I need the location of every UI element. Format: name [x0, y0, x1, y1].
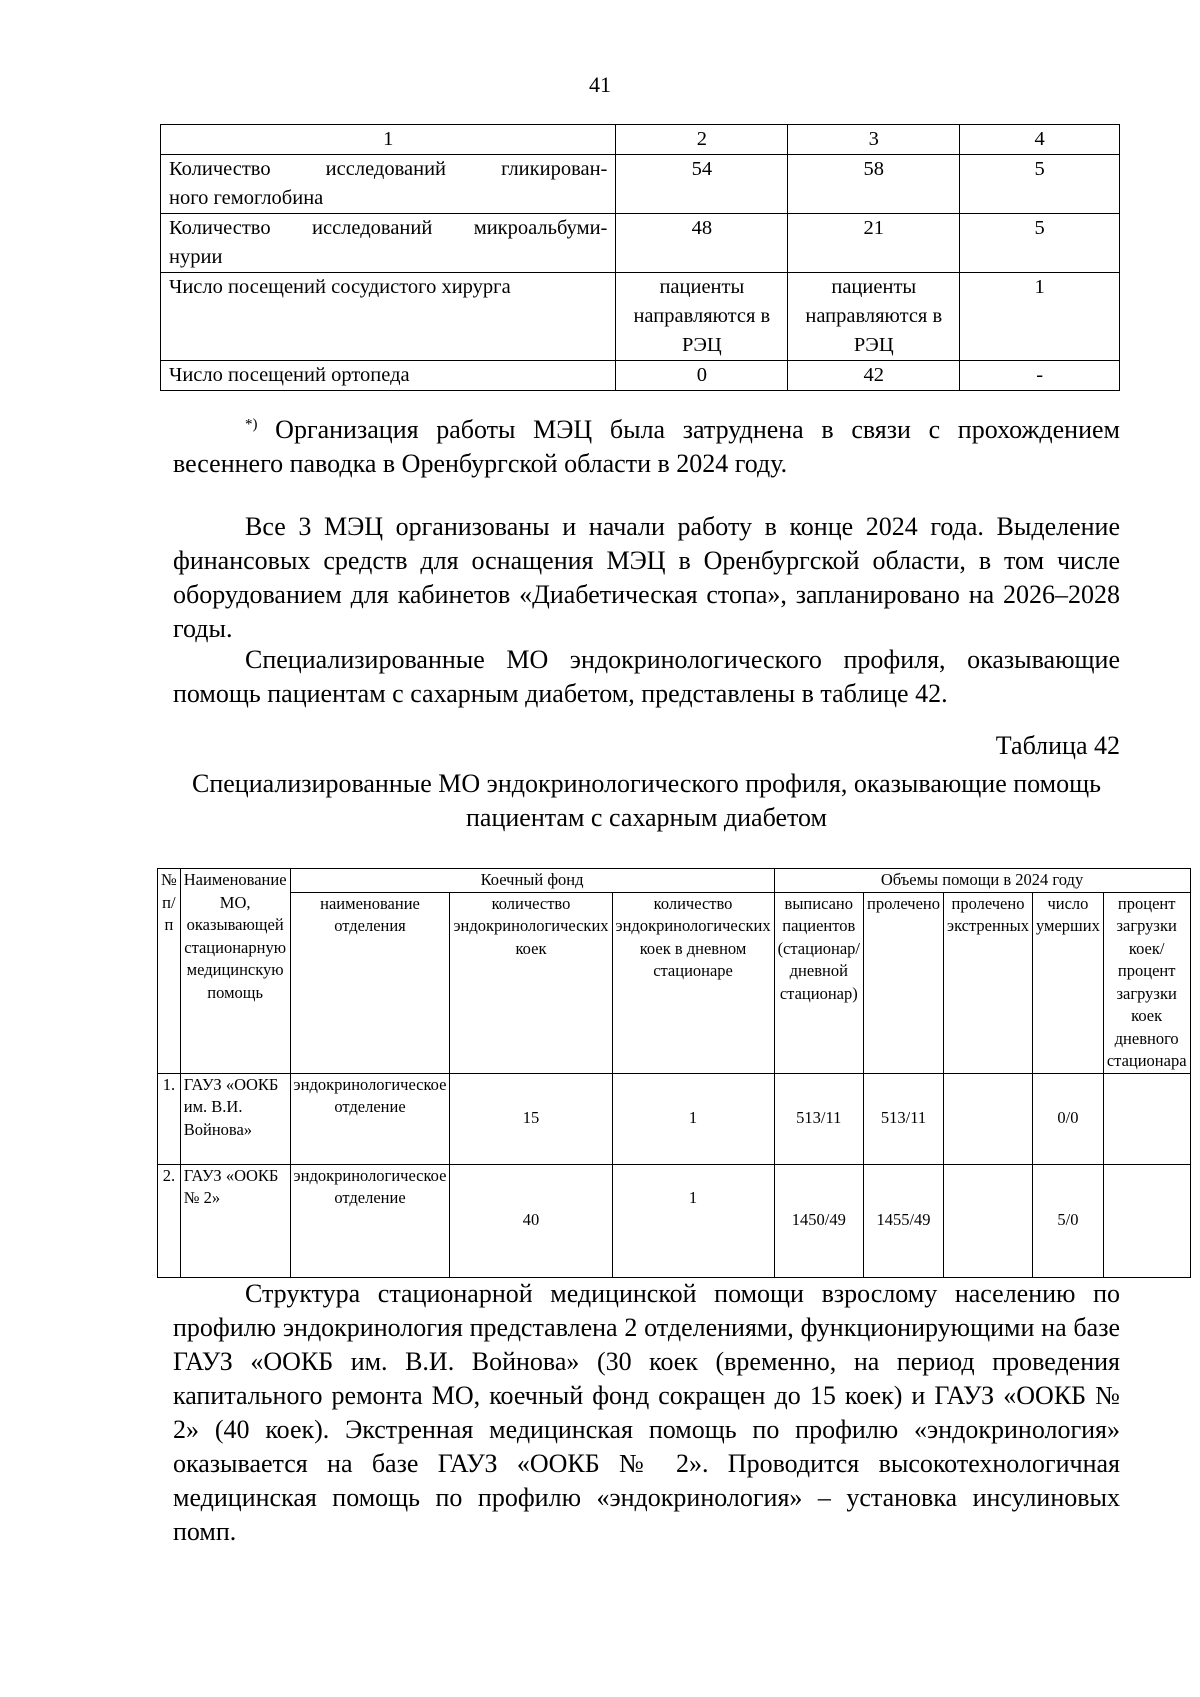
header-number: № п/п: [158, 869, 181, 1074]
header-day-hospital-beds: количество эндокринологических коек в дневном стационаре: [612, 892, 774, 1073]
footnote: [173, 413, 1120, 481]
indicators-table: [160, 124, 1120, 391]
header-discharged: выписано пациентов (стационар/дневной стационар): [774, 892, 863, 1073]
cell-value: 21: [788, 214, 960, 273]
emergency-treated: [943, 1164, 1032, 1277]
table-header-row: [161, 125, 1120, 155]
table-row: [161, 155, 1120, 214]
cell-value: пациенты направляются в РЭЦ: [616, 273, 788, 361]
table-label: Таблица 42: [995, 731, 1120, 760]
treated: 1455/49: [864, 1164, 944, 1277]
paragraph-3: Структура стационарной медицинской помощи взрослому населению по профилю эндокринология представлена 2 отделениями, функционирующими на базе ГАУЗ «ООКБ им. В.И. Войнова» (30 коек (временно, на период проведения капитального ремонта МО, коечный фонд сокращен до 15 коек) и ГАУЗ «ООКБ № 2» (40 коек). Экстренная медицинская помощь по профилю «эндокринология» оказывается на базе ГАУЗ «ООКБ № 2». Проводится высокотехнологичная медицинская помощь по профилю «эндокринология» – установка инсулиновых помп.: [173, 1279, 1120, 1546]
endocrinology-facilities-table: [157, 868, 1191, 1278]
row-label: Число посещений сосудистого хирурга: [161, 273, 616, 361]
bed-load: [1103, 1164, 1190, 1277]
paragraph-2: Специализированные МО эндокринологического профиля, оказывающие помощь пациентам с сахарным диабетом, представлены в таблице 42.: [173, 645, 1120, 708]
row-label: [161, 214, 616, 273]
table-row: [158, 1164, 1191, 1277]
column-number-1: 1: [161, 125, 616, 155]
table-row: [161, 361, 1120, 391]
discharged: 513/11: [774, 1073, 863, 1164]
organization-name: ГАУЗ «ООКБ № 2»: [180, 1164, 290, 1277]
treated: 513/11: [864, 1073, 944, 1164]
emergency-treated: [943, 1073, 1032, 1164]
row-label-line-2: нурии: [169, 246, 223, 268]
row-label-line-1: Количество исследований гликирован-: [169, 158, 608, 180]
endocrine-beds: 40: [450, 1164, 612, 1277]
table-row: [158, 1073, 1191, 1164]
cell-value: 1: [960, 273, 1120, 361]
column-number-4: 4: [960, 125, 1120, 155]
deaths: 5/0: [1032, 1164, 1103, 1277]
footnote-text: Организация работы МЭЦ была затруднена в связи с прохождением весеннего паводка в Оренбургской области в 2024 году.: [173, 415, 1120, 478]
header-endocrine-beds: количество эндокринологических коек: [450, 892, 612, 1073]
discharged: 1450/49: [774, 1164, 863, 1277]
footnote-marker: *): [245, 416, 258, 433]
cell-value: 58: [788, 155, 960, 214]
table-title: Специализированные МО эндокринологического профиля, оказывающие помощь пациентам с сахарным диабетом: [191, 769, 1102, 832]
header-bed-load: процент загрузки коек/ процент загрузки коек дневного стационара: [1103, 892, 1190, 1073]
header-department-name: наименование отделения: [290, 892, 450, 1073]
cell-value: 5: [960, 155, 1120, 214]
table-header-row: [158, 869, 1191, 893]
table-row: [161, 214, 1120, 273]
deaths: 0/0: [1032, 1073, 1103, 1164]
table-row: [161, 273, 1120, 361]
cell-value: 54: [616, 155, 788, 214]
day-hospital-beds: 1: [612, 1164, 774, 1277]
column-number-2: 2: [616, 125, 788, 155]
department-name: эндокринологическое отделение: [290, 1164, 450, 1277]
header-emergency-treated: пролечено экстренных: [943, 892, 1032, 1073]
header-deaths: число умерших: [1032, 892, 1103, 1073]
cell-value: 0: [616, 361, 788, 391]
header-treated: пролечено: [864, 892, 944, 1073]
cell-value: -: [960, 361, 1120, 391]
header-organization-name: Наименование МО, оказывающей стационарную медицинскую помощь: [180, 869, 290, 1074]
column-number-3: 3: [788, 125, 960, 155]
row-label: [161, 155, 616, 214]
department-name: эндокринологическое отделение: [290, 1073, 450, 1164]
cell-value: пациенты направляются в РЭЦ: [788, 273, 960, 361]
row-label-line-1: Количество исследований микроальбуми-: [169, 217, 608, 239]
cell-value: 42: [788, 361, 960, 391]
row-number: 2.: [158, 1164, 181, 1277]
table-subheader-row: [158, 892, 1191, 1073]
header-care-volume: Объемы помощи в 2024 году: [774, 869, 1190, 893]
cell-value: 48: [616, 214, 788, 273]
row-number: 1.: [158, 1073, 181, 1164]
endocrine-beds: 15: [450, 1073, 612, 1164]
page-number: 41: [589, 72, 611, 97]
header-bed-fund: Коечный фонд: [290, 869, 774, 893]
row-label: Число посещений ортопеда: [161, 361, 616, 391]
organization-name: ГАУЗ «ООКБ им. В.И. Войнова»: [180, 1073, 290, 1164]
paragraph-1: Все 3 МЭЦ организованы и начали работу в конце 2024 года. Выделение финансовых средств для оснащения МЭЦ в Оренбургской области, в том числе оборудованием для кабинетов «Диабетическая стопа», запланировано на 2026–2028 годы.: [173, 512, 1120, 643]
day-hospital-beds: 1: [612, 1073, 774, 1164]
row-label-line-2: ного гемоглобина: [169, 187, 324, 209]
cell-value: 5: [960, 214, 1120, 273]
bed-load: [1103, 1073, 1190, 1164]
